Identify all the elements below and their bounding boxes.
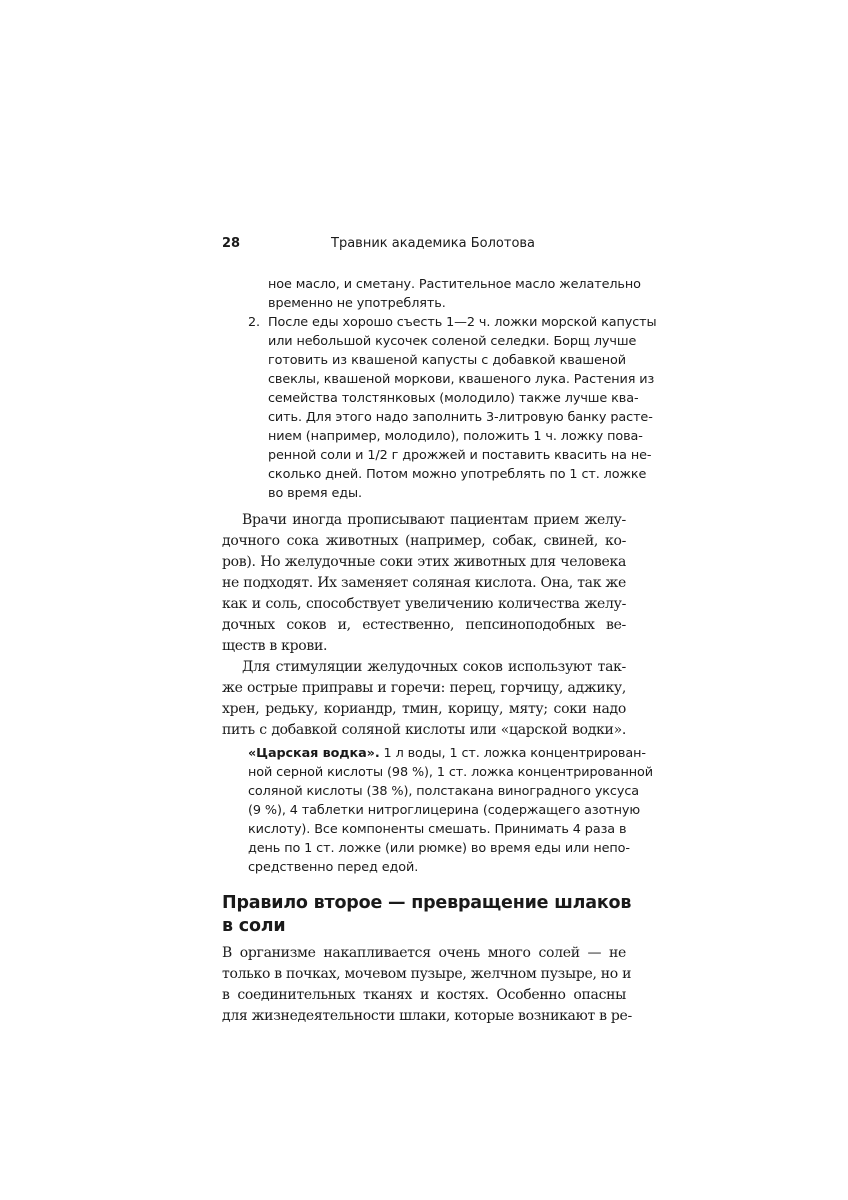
body-paragraph-line: Для стимуляции желудочных соков используют так- <box>242 659 626 675</box>
list-item-line: сколько дней. Потом можно употреблять по 1 ст. ложке <box>268 467 647 482</box>
list-item-line: или небольшой кусочек соленой селедки. Борщ лучше <box>268 334 637 349</box>
section-heading: в соли <box>222 916 286 936</box>
recipe-line: (9 %), 4 таблетки нитроглицерина (содержащего азотную <box>248 803 641 818</box>
list-item-number: 2. <box>248 315 261 330</box>
list-item-line: свеклы, квашеной моркови, квашеного лука. Растения из <box>268 372 655 387</box>
recipe-line: соляной кислоты (38 %), полстакана виноградного уксуса <box>248 784 640 799</box>
recipe-first-line-text: 1 л воды, 1 ст. ложка концентрирован- <box>379 746 646 761</box>
recipe-line: ной серной кислоты (98 %), 1 ст. ложка концентрированной <box>248 765 653 780</box>
recipe-first-line <box>248 746 646 761</box>
list-item-line: сить. Для этого надо заполнить 3-литровую банку расте- <box>268 410 653 425</box>
recipe-line: кислоту). Все компоненты смешать. Принимать 4 раза в <box>248 822 627 837</box>
body-paragraph-line: хрен, редьку, кориандр, тмин, корицу, мяту; соки надо <box>222 701 626 717</box>
recipe-line: средственно перед едой. <box>248 860 419 875</box>
section-paragraph-line: В организме накапливается очень много солей — не <box>222 945 626 961</box>
section-paragraph-line: в соединительных тканях и костях. Особенно опасны <box>222 987 626 1003</box>
body-paragraph-line: не подходят. Их заменяет соляная кислота. Она, так же <box>222 575 626 591</box>
list-item-line: нием (например, молодило), положить 1 ч. ложку пова- <box>268 429 643 444</box>
list-item-line: семейства толстянковых (молодило) также лучше ква- <box>268 391 639 406</box>
body-paragraph-line: как и соль, способствует увеличению количества желу- <box>222 596 626 612</box>
section-paragraph-line: только в почках, мочевом пузыре, желчном пузыре, но и <box>222 966 632 982</box>
body-paragraph-line: пить с добавкой соляной кислоты или «царской водки». <box>222 722 626 738</box>
list-continuation-line: ное масло, и сметану. Растительное масло желательно <box>268 277 641 292</box>
page-number: 28 <box>222 236 241 251</box>
body-paragraph-line: ров). Но желудочные соки этих животных для человека <box>222 554 626 570</box>
list-item-line: После еды хорошо съесть 1—2 ч. ложки морской капусты <box>268 315 657 330</box>
recipe-title: «Царская водка». <box>248 746 380 761</box>
list-item-line: во время еды. <box>268 486 362 501</box>
body-paragraph-line: дочных соков и, естественно, пепсиноподобных ве- <box>222 617 626 633</box>
body-paragraph-line: Врачи иногда прописывают пациентам прием желу- <box>242 512 626 528</box>
section-heading: Правило второе — превращение шлаков <box>222 893 632 913</box>
running-title: Травник академика Болотова <box>331 236 536 251</box>
recipe-line: день по 1 ст. ложке (или рюмке) во время еды или непо- <box>248 841 630 856</box>
body-paragraph-line: ществ в крови. <box>222 638 328 654</box>
body-paragraph-line: дочного сока животных (например, собак, свиней, ко- <box>222 533 626 549</box>
list-item-line: ренной соли и 1/2 г дрожжей и поставить квасить на не- <box>268 448 652 463</box>
list-continuation-line: временно не употреблять. <box>268 296 446 311</box>
body-paragraph-line: же острые приправы и горечи: перец, горчицу, аджику, <box>222 680 626 696</box>
list-item-line: готовить из квашеной капусты с добавкой квашеной <box>268 353 626 368</box>
section-paragraph-line: для жизнедеятельности шлаки, которые возникают в ре- <box>222 1008 632 1024</box>
